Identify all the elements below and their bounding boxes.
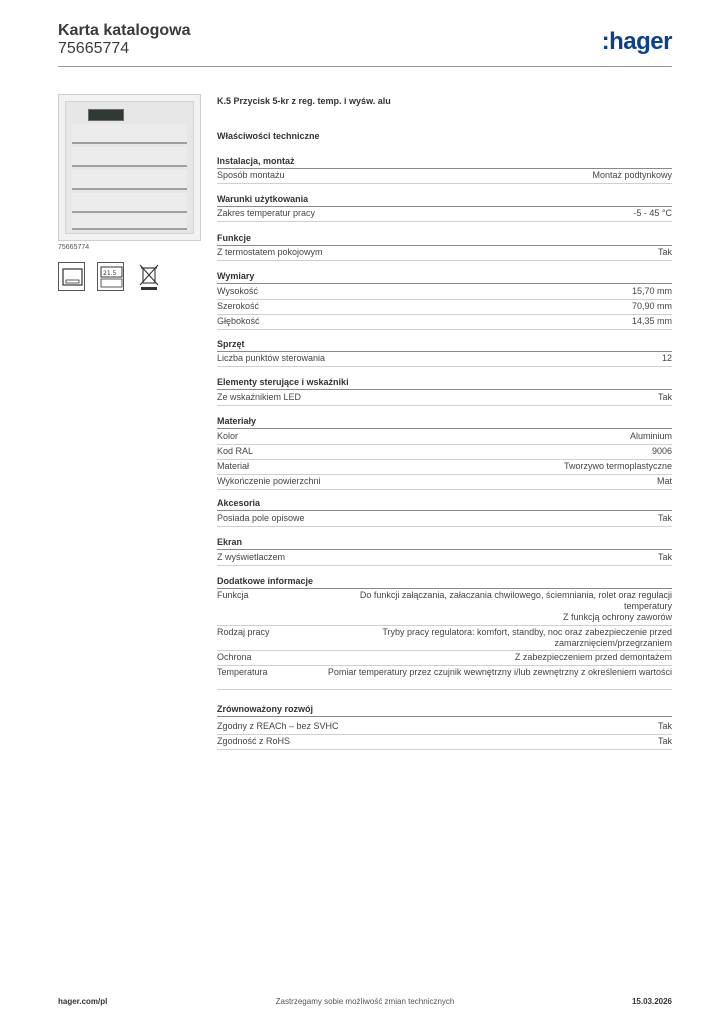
- spec-label: Zakres temperatur pracy: [217, 208, 316, 218]
- display-device-icon: [58, 262, 85, 291]
- spec-value: Tak: [657, 721, 672, 731]
- spec-label: Głębokość: [217, 316, 260, 326]
- spec-row: [217, 721, 672, 735]
- section-heading: Ekran: [217, 537, 672, 550]
- footer-disclaimer: Zastrzegamy sobie możliwość zmian technicznych: [275, 997, 455, 1006]
- section-heading: Dodatkowe informacje: [217, 576, 672, 589]
- spec-row: [217, 208, 672, 222]
- section-heading: Wymiary: [217, 271, 672, 284]
- spec-label: Rodzaj pracy: [217, 627, 270, 637]
- footer-website: hager.com/pl: [58, 997, 108, 1006]
- spec-value: Do funkcji załączania, załaczania chwilowego, ściemniania, rolet oraz regulacji temperatury: [359, 590, 672, 611]
- spec-row: [217, 316, 672, 330]
- product-image: [58, 94, 201, 241]
- spec-value: Montaż podtynkowy: [592, 170, 672, 180]
- spec-row: [217, 286, 672, 300]
- switch-key: [72, 214, 187, 230]
- product-title: K.5 Przycisk 5-kr z reg. temp. i wyśw. alu: [217, 96, 391, 106]
- spec-value: 70,90 mm: [631, 301, 672, 311]
- spec-row: [217, 627, 672, 651]
- spec-value: 15,70 mm: [631, 286, 672, 296]
- section-heading: Zrównoważony rozwój: [217, 704, 672, 717]
- spec-value: Tak: [657, 392, 672, 402]
- spec-value: 14,35 mm: [631, 316, 672, 326]
- temperature-display-icon: [97, 262, 124, 291]
- spec-row: [217, 552, 672, 566]
- spec-label: Zgodny z REACh – bez SVHC: [217, 721, 339, 731]
- spec-value: Tak: [657, 513, 672, 523]
- spec-value: Aluminium: [629, 431, 672, 441]
- spec-row: [217, 392, 672, 406]
- spec-label: Posiada pole opisowe: [217, 513, 305, 523]
- document-title: Karta katalogowa: [58, 22, 191, 39]
- spec-value: Pomiar temperatury przez czujnik wewnętrzny i/lub zewnętrzny z określeniem wartości: [327, 667, 672, 677]
- spec-value: Tak: [657, 736, 672, 746]
- spec-row: [217, 446, 672, 460]
- svg-text:21.5: 21.5: [103, 270, 117, 277]
- footer-date: 15.03.2026: [631, 997, 672, 1006]
- spec-row: [217, 461, 672, 475]
- section-heading: Warunki użytkowania: [217, 194, 672, 207]
- weee-bin-icon: [136, 262, 163, 291]
- spec-label: Z wyświetlaczem: [217, 552, 286, 562]
- product-number: 75665774: [58, 40, 130, 57]
- spec-label: Temperatura: [217, 667, 268, 677]
- spec-value: Tworzywo termoplastyczne: [563, 461, 672, 471]
- spec-value: 12: [661, 353, 672, 363]
- section-heading: Materiały: [217, 416, 672, 429]
- section-heading: Akcesoria: [217, 498, 672, 511]
- section-heading: Funkcje: [217, 233, 672, 246]
- spec-row: [217, 353, 672, 367]
- switch-key: [72, 193, 187, 213]
- spec-row: [217, 590, 672, 626]
- spec-value: Tak: [657, 552, 672, 562]
- spec-row: [217, 652, 672, 666]
- spec-label: Wykończenie powierzchni: [217, 476, 321, 486]
- spec-label: Wysokość: [217, 286, 258, 296]
- spec-label: Ochrona: [217, 652, 252, 662]
- spec-row: [217, 736, 672, 750]
- spec-value: 9006: [651, 446, 672, 456]
- spec-label: Szerokość: [217, 301, 260, 311]
- switch-key: [72, 147, 187, 167]
- spec-row: [217, 301, 672, 315]
- spec-label: Ze wskaźnikiem LED: [217, 392, 302, 402]
- spec-label: Materiał: [217, 461, 250, 471]
- spec-row: [217, 667, 672, 690]
- switch-panel: [65, 101, 194, 234]
- spec-value: Z zabezpieczeniem przed demontażem: [514, 652, 672, 662]
- spec-row: [217, 431, 672, 445]
- spec-label: Kolor: [217, 431, 239, 441]
- spec-row: [217, 513, 672, 527]
- spec-label: Z termostatem pokojowym: [217, 247, 323, 257]
- spec-value: Tak: [657, 247, 672, 257]
- spec-row: [217, 170, 672, 184]
- spec-value-extra: Z funkcją ochrony zaworów: [562, 612, 672, 622]
- section-heading: Instalacja, montaż: [217, 156, 672, 169]
- spec-label: Sposób montażu: [217, 170, 285, 180]
- spec-row: [217, 247, 672, 261]
- switch-key: [72, 124, 187, 144]
- spec-row: [217, 476, 672, 490]
- document-header: [58, 22, 190, 58]
- spec-label: Kod RAL: [217, 446, 254, 456]
- switch-key: [72, 170, 187, 190]
- section-heading: Elementy sterujące i wskaźniki: [217, 377, 672, 390]
- hager-logo: :hager: [601, 28, 672, 55]
- product-title-block: [217, 96, 672, 106]
- spec-value: -5 - 45 °C: [633, 208, 672, 218]
- spec-value: Tryby pracy regulatora: komfort, standby, noc oraz zabezpieczenie przed zamarznięciem/przegrzaniem: [382, 627, 672, 648]
- header-divider: [58, 66, 672, 67]
- spec-label: Funkcja: [217, 590, 249, 600]
- image-caption: 75665774: [58, 244, 90, 251]
- technical-properties-title: Właściwości techniczne: [217, 131, 320, 141]
- lcd-display: [88, 109, 124, 121]
- spec-label: Liczba punktów sterowania: [217, 353, 326, 363]
- section-heading: Sprzęt: [217, 339, 672, 352]
- spec-label: Zgodność z RoHS: [217, 736, 291, 746]
- spec-value: Mat: [656, 476, 672, 486]
